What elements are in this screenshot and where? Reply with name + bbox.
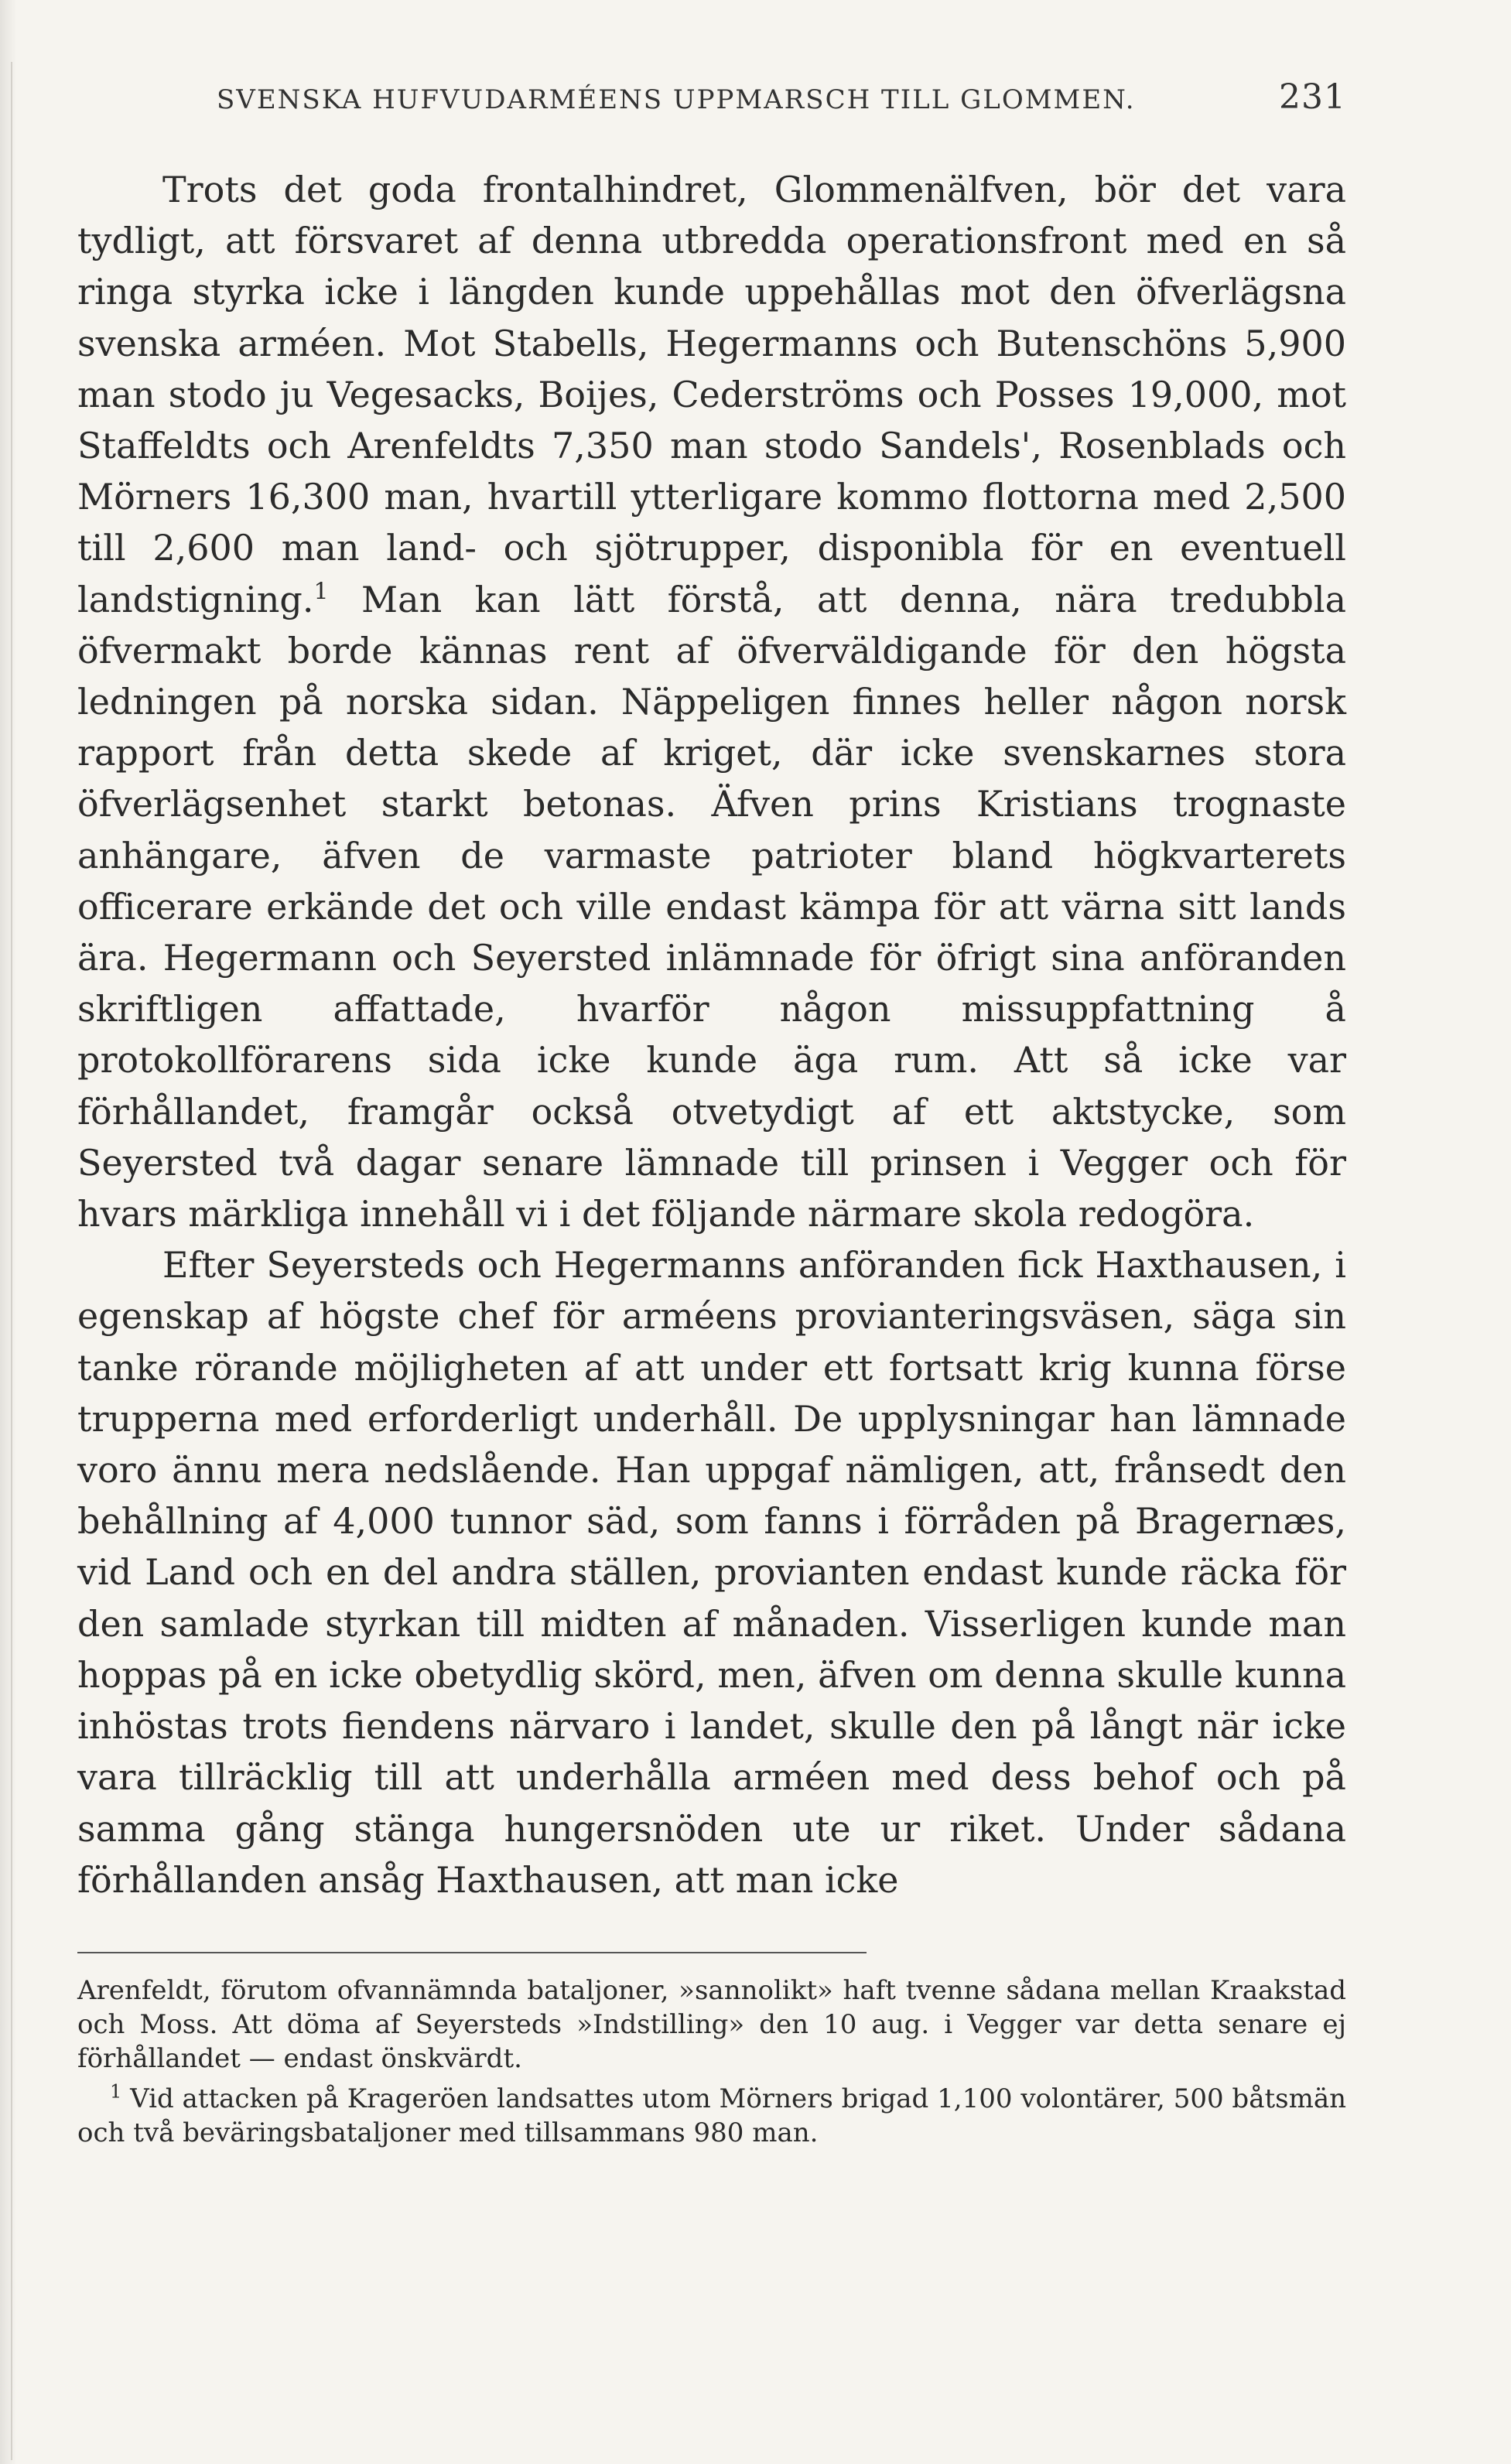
paragraph-2 xyxy=(77,1239,1346,1905)
paragraph-1 xyxy=(77,164,1346,1239)
body-text xyxy=(77,164,1346,1905)
page-number: 231 xyxy=(1279,77,1346,117)
paragraph-2-text: Efter Seyersteds och Hegermanns anföranden fick Haxthausen, i egenskap af högste chef för arméens provianteringsväsen, säga sin tanke rörande möjligheten af att under ett fortsatt krig kunna förse trupperna med erforderligt underhåll. De upplysningar han lämnade voro ännu mera nedslående. Han uppgaf nämligen, att, frånsedt den behållning af 4,000 tunnor säd, som fanns i förråden på Bragernæs, vid Land och en del andra ställen, provianten endast kunde räcka för den samlade styrkan till midten af månaden. Visserligen kunde man hoppas på en icke obetydlig skörd, men, äfven om denna skulle kunna inhöstas trots fiendens närvaro i landet, skulle den på långt när icke vara tillräcklig till att underhålla arméen med dess behof och på samma gång stänga hungersnöden ute ur riket. Under sådana förhållanden ansåg Haxthausen, att man icke xyxy=(77,1244,1346,1901)
footnote-1 xyxy=(77,2082,1346,2150)
running-head-title: SVENSKA HUFVUDARMÉENS UPPMARSCH TILL GLOMMEN. xyxy=(217,84,1136,115)
footnote-1-mark: 1 xyxy=(110,2080,122,2103)
book-page xyxy=(77,77,1346,2150)
footnote-1-text: Vid attacken på Krageröen landsattes utom Mörners brigad 1,100 volontärer, 500 båtsmän och två beväringsbataljoner med tillsammans 980 man. xyxy=(77,2083,1346,2148)
scan-edge-shadow xyxy=(0,0,17,2464)
footnote-reference-1: 1 xyxy=(313,578,329,606)
scan-margin-line xyxy=(11,62,12,2460)
paragraph-1-text: Trots det goda frontalhindret, Glommenälfven, bör det vara tydligt, att försvaret af denna utbredda operationsfront med en så ringa styrka icke i längden kunde uppehållas mot den öfverlägsna svenska arméen. Mot Stabells, Hegermanns och Butenschöns 5,900 man stodo ju Vegesacks, Boijes, Cederströms och Posses 19,000, mot Staffeldts och Arenfeldts 7,350 man stodo Sandels', Rosenblads och Mörners 16,300 man, hvartill ytterligare kommo flottorna med 2,500 till 2,600 man land- och sjötrupper, disponibla för en eventuell landstigning. xyxy=(77,169,1346,620)
footnote-continued xyxy=(77,1974,1346,2076)
footnote-divider xyxy=(77,1952,867,1953)
footnote-continued-text: Arenfeldt, förutom ofvannämnda bataljoner, »sannolikt» haft tvenne sådana mellan Kraakstad och Moss. Att döma af Seyersteds »Indstilling» den 10 aug. i Vegger var detta senare ej förhållandet — endast önskvärdt. xyxy=(77,1974,1346,2074)
running-head xyxy=(217,77,1346,124)
footnotes xyxy=(77,1974,1346,2150)
paragraph-1-text-continued: Man kan lätt förstå, att denna, nära tredubbla öfvermakt borde kännas rent af öfverväldigande för den högsta ledningen på norska sidan. Näppeligen finnes heller någon norsk rapport från detta skede af kriget, där icke svenskarnes stora öfverlägsenhet starkt betonas. Äfven prins Kristians trognaste anhängare, äfven de varmaste patrioter bland högkvarterets officerare erkände det och ville endast kämpa för att värna sitt lands ära. Hegermann och Seyersted inlämnade för öfrigt sina anföranden skriftligen affattade, hvarför någon missuppfattning å protokollförarens sida icke kunde äga rum. Att så icke var förhållandet, framgår också otvetydigt af ett aktstycke, som Seyersted två dagar senare lämnade till prinsen i Vegger och för hvars märkliga innehåll vi i det följande närmare skola redogöra. xyxy=(77,578,1346,1235)
